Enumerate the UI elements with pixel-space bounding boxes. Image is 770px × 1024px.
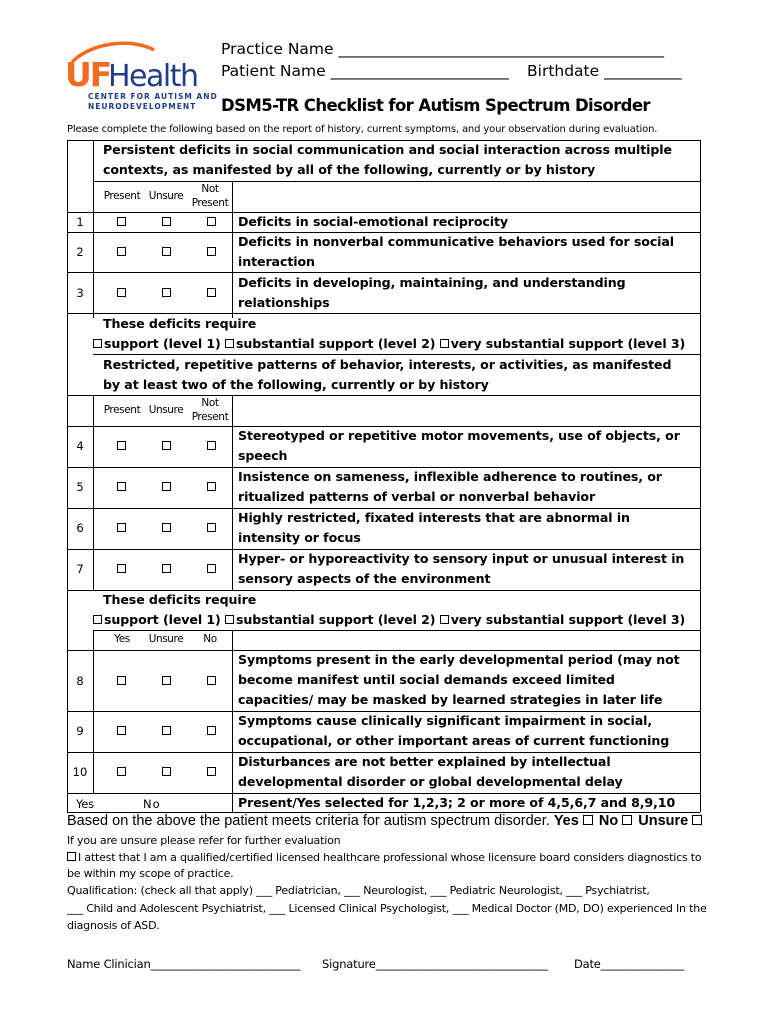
support-level3-checkbox[interactable] — [440, 339, 449, 348]
birthdate-field[interactable]: Birthdate __________ — [527, 62, 682, 80]
summary-no-label: No — [143, 797, 161, 811]
item-number: 5 — [76, 480, 84, 494]
support-level1-checkbox[interactable] — [93, 615, 102, 624]
criteria-no-checkbox[interactable] — [622, 815, 632, 825]
item-number: 2 — [76, 245, 84, 259]
unsure-checkbox[interactable] — [162, 767, 171, 776]
col-present: Present — [103, 404, 141, 416]
criteria-yes-label: Yes — [553, 813, 579, 829]
item-text-line2: occupational, or other important areas of current functioning — [238, 733, 670, 748]
not-present-checkbox[interactable] — [207, 247, 216, 256]
section-a-heading-line1: Persistent deficits in social communication and social interaction across multiple — [103, 142, 672, 157]
present-checkbox[interactable] — [117, 217, 126, 226]
support-level3-label: very substantial support (level 3) — [450, 612, 686, 627]
support-level-row — [93, 610, 685, 630]
unsure-checkbox[interactable] — [162, 726, 171, 735]
support-heading: These deficits require — [103, 316, 257, 331]
item-number: 10 — [72, 765, 88, 779]
item-number: 7 — [76, 562, 84, 576]
present-checkbox[interactable] — [117, 523, 126, 532]
yes-checkbox[interactable] — [117, 676, 126, 685]
item-text: Hyper- or hyporeactivity to sensory input or unusual interest in — [238, 551, 685, 566]
item-number: 1 — [76, 215, 84, 229]
item-text: Symptoms present in the early developmental period (may not — [238, 652, 680, 667]
criteria-question: Based on the above the patient meets criteria for autism spectrum disorder. — [67, 813, 550, 829]
item-text: Symptoms cause clinically significant impairment in social, — [238, 713, 653, 728]
section-b-heading-line2: by at least two of the following, currently or by history — [103, 377, 489, 392]
present-checkbox[interactable] — [117, 288, 126, 297]
criteria-unsure-label: Unsure — [638, 813, 689, 829]
logo-uf-text: UF — [65, 55, 111, 90]
item-number: 9 — [76, 724, 84, 738]
not-present-checkbox[interactable] — [207, 523, 216, 532]
item-text-line2: developmental disorder or global developmental delay — [238, 774, 623, 789]
col-not-present-line2: Present — [191, 197, 229, 209]
not-present-checkbox[interactable] — [207, 564, 216, 573]
no-checkbox[interactable] — [207, 726, 216, 735]
present-checkbox[interactable] — [117, 441, 126, 450]
present-checkbox[interactable] — [117, 564, 126, 573]
yes-checkbox[interactable] — [117, 767, 126, 776]
item-text-line2: speech — [238, 448, 288, 463]
item-text-line2: become manifest until social demands exceed limited — [238, 672, 615, 687]
no-checkbox[interactable] — [207, 767, 216, 776]
section-b-heading-line1: Restricted, repetitive patterns of behavior, interests, or activities, as manifested — [103, 357, 672, 372]
instructions: Please complete the following based on the report of history, current symptoms, and your observation during evaluation. — [67, 124, 658, 135]
present-checkbox[interactable] — [117, 482, 126, 491]
support-level1-checkbox[interactable] — [93, 339, 102, 348]
patient-name-field[interactable]: Patient Name _______________________ — [221, 62, 509, 80]
col-not-present-line2: Present — [191, 411, 229, 423]
criteria-yes-checkbox[interactable] — [583, 815, 593, 825]
item-text: Stereotyped or repetitive motor movements, use of objects, or — [238, 428, 680, 443]
unsure-checkbox[interactable] — [162, 523, 171, 532]
item-number: 6 — [76, 521, 84, 535]
no-checkbox[interactable] — [207, 676, 216, 685]
support-level2-label: substantial support (level 2) — [235, 612, 436, 627]
unsure-checkbox[interactable] — [162, 482, 171, 491]
col-unsure: Unsure — [148, 190, 184, 202]
support-heading: These deficits require — [103, 592, 257, 607]
not-present-checkbox[interactable] — [207, 482, 216, 491]
item-text: Deficits in social-emotional reciprocity — [238, 214, 509, 229]
item-text-line3: capacities/ may be masked by learned strategies in later life — [238, 692, 663, 707]
not-present-checkbox[interactable] — [207, 288, 216, 297]
attestation-checkbox[interactable] — [67, 852, 76, 861]
criteria-unsure-checkbox[interactable] — [692, 815, 702, 825]
logo-subtitle-line2: NEURODEVELOPMENT — [88, 102, 197, 111]
page-title: DSM5-TR Checklist for Autism Spectrum Disorder — [221, 96, 650, 115]
support-level1-label: support (level 1) — [104, 612, 221, 627]
col-not-present-line1: Not — [201, 183, 219, 195]
present-checkbox[interactable] — [117, 247, 126, 256]
attestation-text-line2: be within my scope of practice. — [67, 867, 234, 880]
support-level3-label: very substantial support (level 3) — [450, 336, 686, 351]
col-unsure: Unsure — [148, 404, 184, 416]
unsure-checkbox[interactable] — [162, 564, 171, 573]
support-level-row — [93, 334, 685, 354]
item-text: Deficits in developing, maintaining, and understanding — [238, 275, 626, 290]
col-no: No — [203, 633, 217, 645]
col-present: Present — [103, 190, 141, 202]
item-text-line2: relationships — [238, 295, 330, 310]
not-present-checkbox[interactable] — [207, 217, 216, 226]
support-level2-checkbox[interactable] — [225, 615, 234, 624]
qualification-line2[interactable]: ___ Child and Adolescent Psychiatrist, ___ Licensed Clinical Psychologist, ___ Medical Doctor (MD, DO) experienced In the — [67, 902, 707, 915]
uf-health-logo-mark — [62, 40, 212, 90]
item-number: 8 — [76, 674, 84, 688]
support-level2-label: substantial support (level 2) — [235, 336, 436, 351]
yes-checkbox[interactable] — [117, 726, 126, 735]
unsure-note: If you are unsure please refer for further evaluation — [67, 834, 341, 847]
logo-health-text: Health — [108, 59, 198, 90]
item-text-line2: intensity or focus — [238, 530, 361, 545]
unsure-checkbox[interactable] — [162, 441, 171, 450]
unsure-checkbox[interactable] — [162, 288, 171, 297]
item-text-line2: ritualized patterns of verbal or nonverbal behavior — [238, 489, 596, 504]
item-number: 4 — [76, 439, 84, 453]
unsure-checkbox[interactable] — [162, 217, 171, 226]
item-text: Insistence on sameness, inflexible adherence to routines, or — [238, 469, 662, 484]
item-number: 3 — [76, 286, 84, 300]
summary-yes-label: Yes — [76, 797, 94, 811]
clinician-name-field[interactable]: Name Clinician___________________________ — [67, 957, 301, 971]
not-present-checkbox[interactable] — [207, 441, 216, 450]
item-text-line2: sensory aspects of the environment — [238, 571, 491, 586]
item-text: Highly restricted, fixated interests that are abnormal in — [238, 510, 630, 525]
attestation-row — [67, 851, 701, 864]
attestation-text: I attest that I am a qualified/certified licensed healthcare professional whose licensure board considers diagnostics to — [78, 851, 702, 864]
support-level3-checkbox[interactable] — [440, 615, 449, 624]
col-yes: Yes — [114, 633, 130, 645]
summary-criteria-text: Present/Yes selected for 1,2,3; 2 or more of 4,5,6,7 and 8,9,10 — [238, 795, 676, 810]
item-text: Disturbances are not better explained by intellectual — [238, 754, 611, 769]
practice-name-field[interactable]: Practice Name __________________________________________ — [221, 40, 664, 58]
col-unsure: Unsure — [148, 633, 184, 645]
unsure-checkbox[interactable] — [162, 676, 171, 685]
item-text-line2: interaction — [238, 254, 315, 269]
support-level1-label: support (level 1) — [104, 336, 221, 351]
support-level2-checkbox[interactable] — [225, 339, 234, 348]
date-field[interactable]: Date_______________ — [574, 957, 684, 971]
qualification-line3: diagnosis of ASD. — [67, 919, 160, 932]
criteria-no-label: No — [598, 813, 619, 829]
signature-field[interactable]: Signature_______________________________ — [322, 957, 548, 971]
col-not-present-line1: Not — [201, 397, 219, 409]
logo-subtitle-line1: CENTER FOR AUTISM AND — [88, 92, 218, 101]
criteria-question-row — [67, 813, 704, 829]
section-a-heading-line2: contexts, as manifested by all of the following, currently or by history — [103, 162, 596, 177]
item-text: Deficits in nonverbal communicative behaviors used for social — [238, 234, 675, 249]
qualification-line1[interactable]: Qualification: (check all that apply) ___ Pediatrician, ___ Neurologist, ___ Pediatric Neurologist, ___ Psychiatrist, — [67, 884, 650, 897]
unsure-checkbox[interactable] — [162, 247, 171, 256]
